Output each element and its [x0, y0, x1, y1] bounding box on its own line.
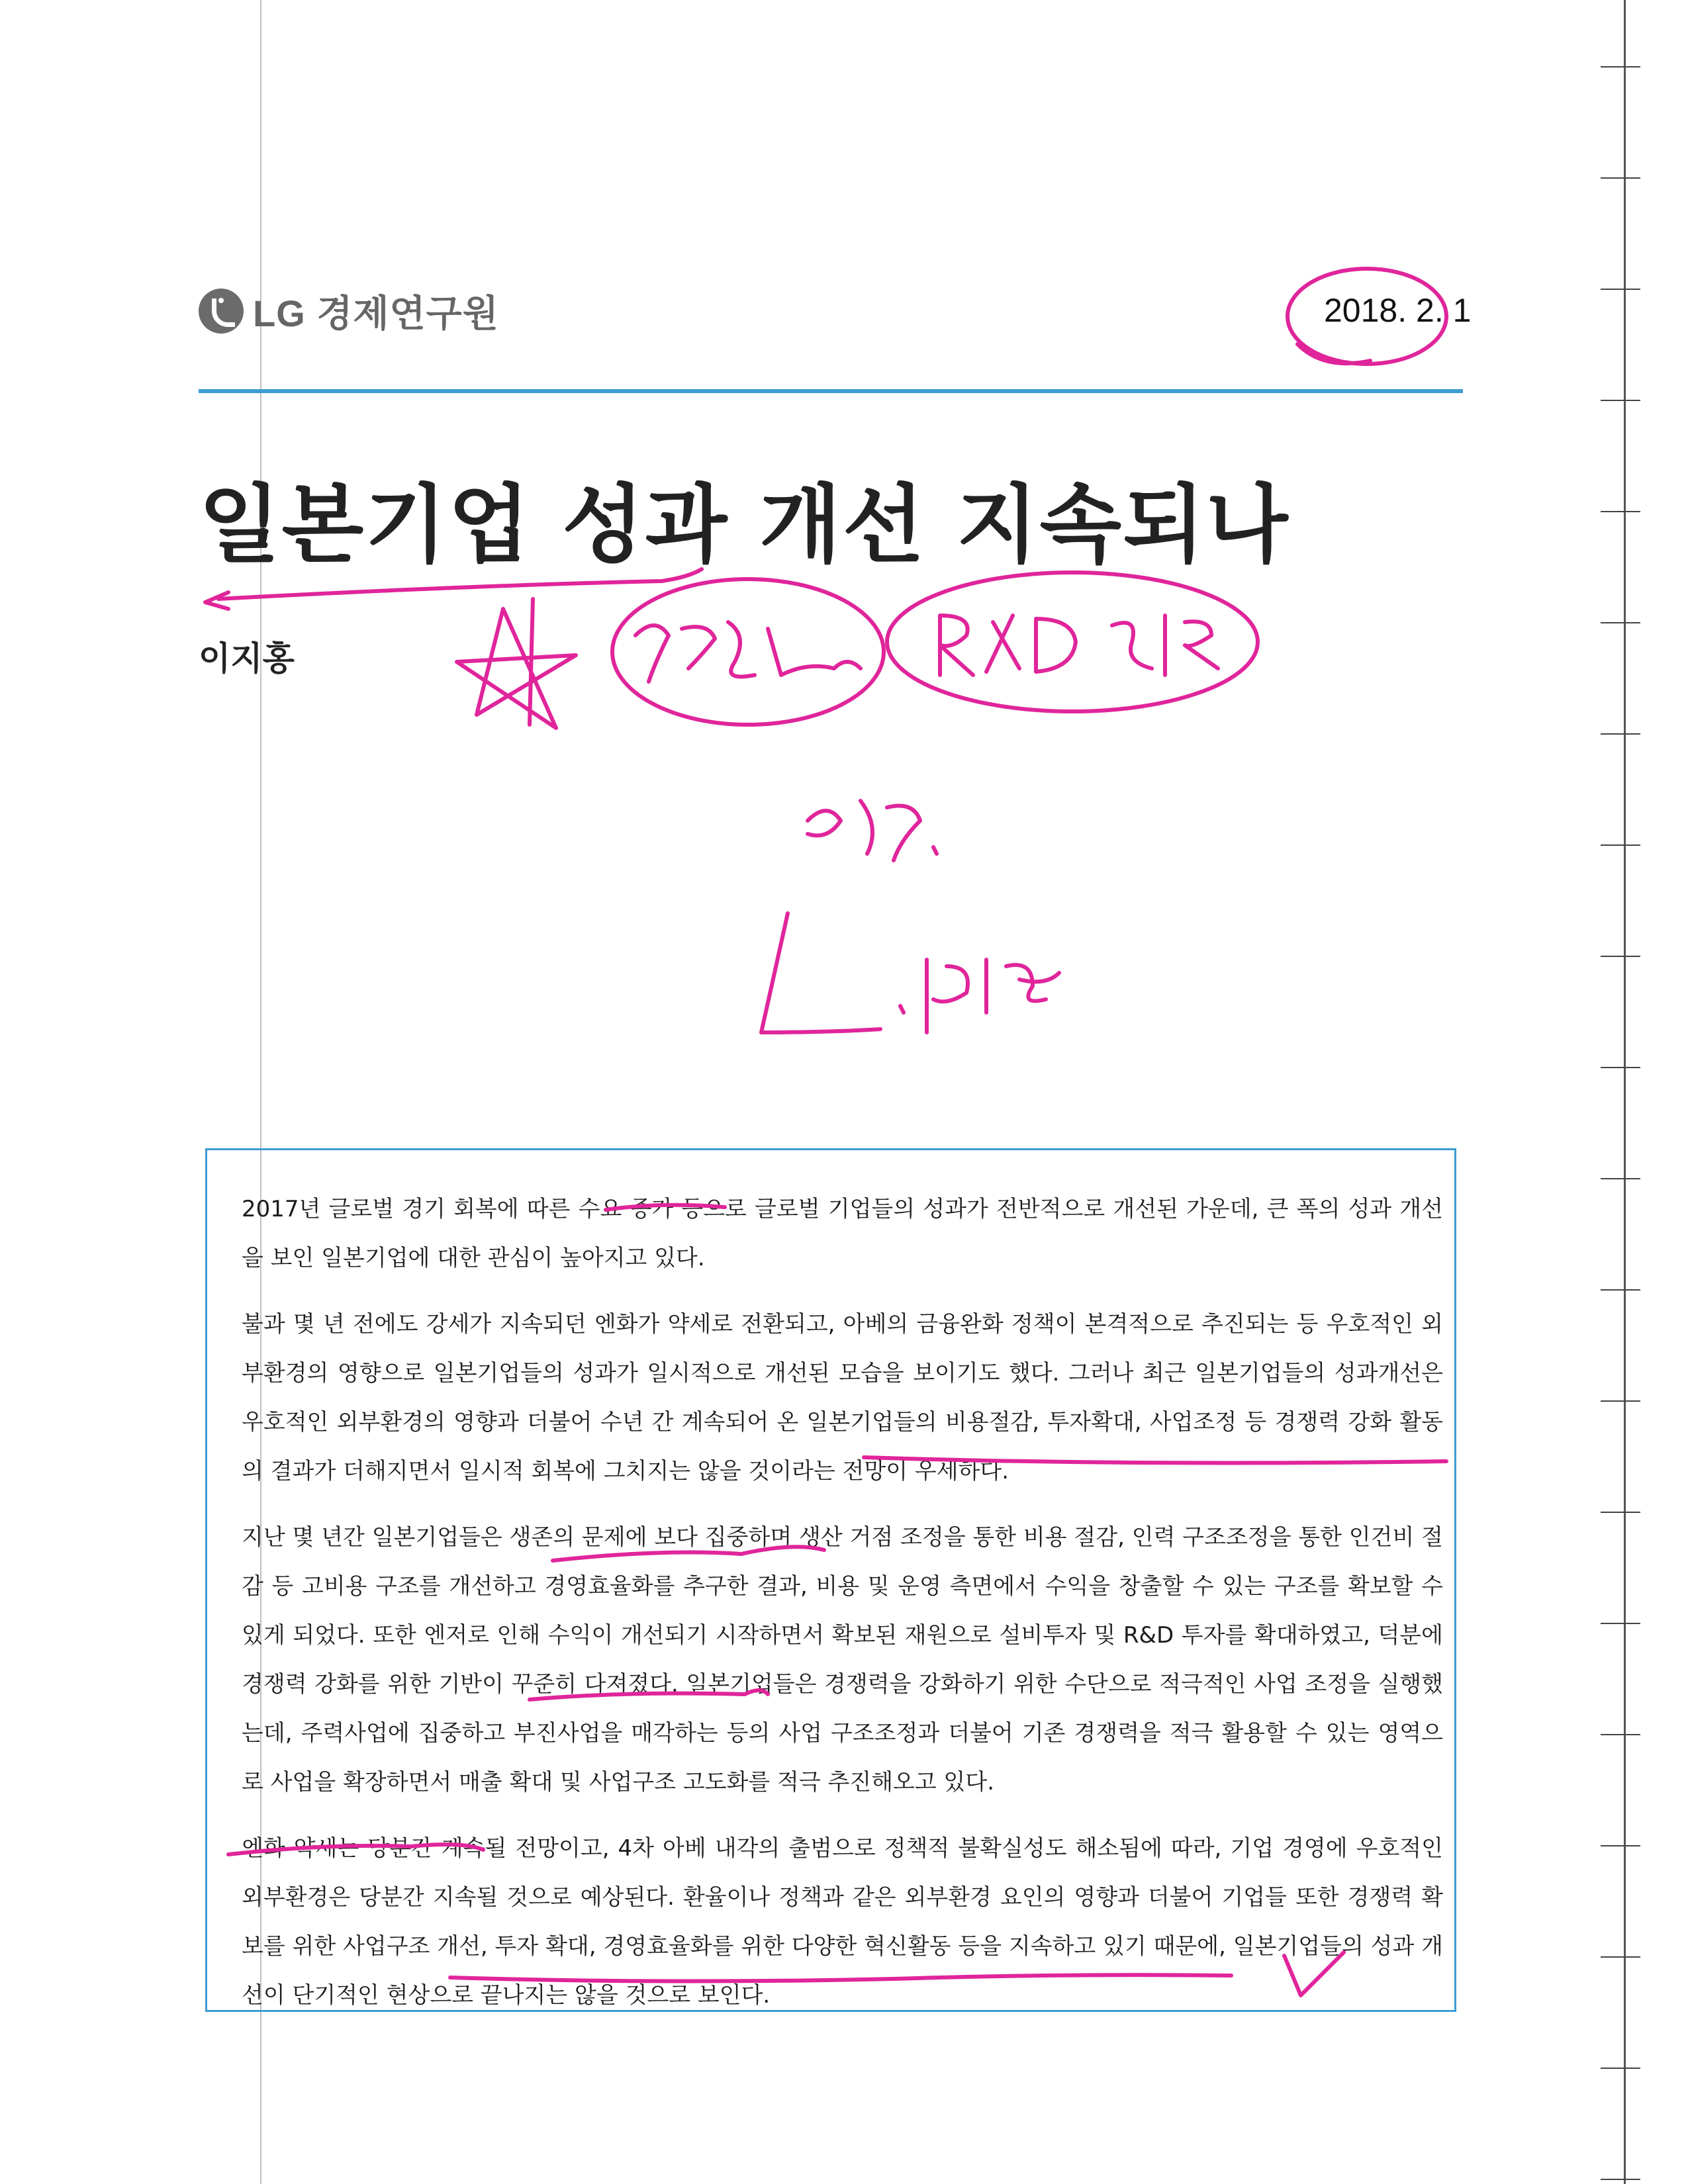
binder-edge: [1624, 0, 1626, 2184]
binder-tick: [1601, 1956, 1640, 1958]
circled-note-1-scribble: [635, 622, 861, 682]
summary-paragraph-1: 2017년 글로벌 경기 회복에 따른 수요 증가 등으로 글로벌 기업들의 성과가 전반적으로 개선된 가운데, 큰 폭의 성과 개선을 보인 일본기업에 대한 관심이 높아지고 있다.: [242, 1196, 1443, 1271]
binder-tick: [1601, 733, 1640, 735]
org-logo: [199, 285, 499, 338]
author-name: 이지홍: [199, 639, 295, 678]
binder-tick: [1601, 511, 1640, 512]
binder-tick: [1601, 622, 1640, 623]
binder-tick: [1601, 289, 1640, 290]
binder-tick: [1601, 956, 1640, 957]
publish-date: 2018. 2. 1: [1324, 292, 1472, 329]
binder-tick: [1601, 1623, 1640, 1624]
star-stroke: [530, 599, 533, 725]
binder-tick: [1601, 844, 1640, 846]
circled-note-2-scribble: [940, 615, 1218, 675]
title-underline-hook: [205, 592, 228, 609]
binder-tick: [1601, 2179, 1640, 2180]
date-circle-tail: [1297, 344, 1370, 363]
binder-tick: [1601, 1400, 1640, 1402]
binder-tick: [1601, 400, 1640, 401]
binder-tick: [1601, 1845, 1640, 1846]
binder-tick: [1601, 177, 1640, 179]
circled-note-2: [887, 572, 1258, 711]
binder-tick: [1601, 1512, 1640, 1513]
mid-note-scribble-2: [900, 960, 1059, 1032]
circled-note-1: [612, 579, 884, 725]
summary-text: [242, 1185, 1443, 2037]
binder-tick: [1601, 2068, 1640, 2069]
header-divider: [199, 389, 1463, 393]
mid-note-l-shape: [761, 913, 880, 1032]
mid-note-scribble-1: [808, 801, 937, 860]
lg-logo-icon: [199, 289, 244, 334]
org-name: LG 경제연구원: [253, 293, 499, 334]
binder-tick: [1601, 1289, 1640, 1291]
star-mark: [457, 609, 576, 728]
binder-tick: [1601, 1178, 1640, 1179]
binder-tick: [1601, 1067, 1640, 1068]
binder-tick: [1601, 66, 1640, 68]
summary-paragraph-4: 엔화 약세는 당분간 계속될 전망이고, 4차 아베 내각의 출범으로 정책적 불확실성도 해소됨에 따라, 기업 경영에 우호적인 외부환경은 당분간 지속될 것으로 예상된다. 환율이나 정책과 같은 외부환경 요인의 영향과 더불어 기업들 또한 경쟁력 확보를 위한 사업구조 개선, 투자 확대, 경영효율화를 위한 다양한 혁신활동 등을 지속하고 있기 때문에, 일본기업들의 성과 개선이 단기적인 현상으로 끝나지는 않을 것으로 보인다.: [242, 1835, 1443, 2009]
summary-paragraph-2: 불과 몇 년 전에도 강세가 지속되던 엔화가 약세로 전환되고, 아베의 금융완화 정책이 본격적으로 추진되는 등 우호적인 외부환경의 영향으로 일본기업들의 성과가 일시적으로 개선된 모습을 보이기도 했다. 그러나 최근 일본기업들의 성과개선은 우호적인 외부환경의 영향과 더불어 수년 간 계속되어 온 일본기업들의 비용절감, 투자확대, 사업조정 등 경쟁력 강화 활동의 결과가 더해지면서 일시적 회복에 그치지는 않을 것이라는 전망이 우세하다.: [242, 1311, 1443, 1484]
binder-tick: [1601, 1734, 1640, 1735]
page-title: 일본기업 성과 개선 지속되나: [199, 476, 1289, 574]
summary-paragraph-3: 지난 몇 년간 일본기업들은 생존의 문제에 보다 집중하며 생산 거점 조정을 통한 비용 절감, 인력 구조조정을 통한 인건비 절감 등 고비용 구조를 개선하고 경영효율화를 추구한 결과, 비용 및 운영 측면에서 수익을 창출할 수 있는 구조를 확보할 수 있게 되었다. 또한 엔저로 인해 수익이 개선되기 시작하면서 확보된 재원으로 설비투자 및 R&D 투자를 확대하였고, 덕분에 경쟁력 강화를 위한 기반이 꾸준히 다져졌다. 일본기업들은 경쟁력을 강화하기 위한 수단으로 적극적인 사업 조정을 실행했는데, 주력사업에 집중하고 부진사업을 매각하는 등의 사업 구조조정과 더불어 기존 경쟁력을 적극 활용할 수 있는 영역으로 사업을 확장하면서 매출 확대 및 사업구조 고도화를 적극 추진해오고 있다.: [242, 1524, 1443, 1796]
